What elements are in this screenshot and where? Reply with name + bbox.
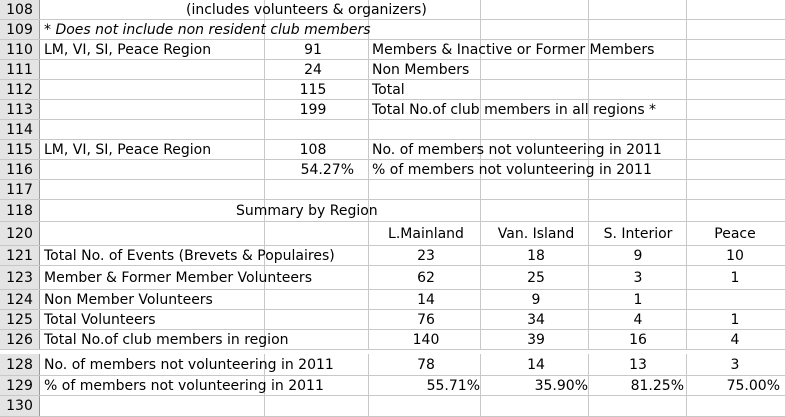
sheet-cell[interactable]: Total No.of club members in all regions * [372, 102, 657, 118]
sheet-cell[interactable]: L.Mainland [388, 226, 464, 242]
column-gridline [686, 222, 687, 245]
row-number[interactable]: 129 [0, 376, 40, 395]
column-gridline [686, 310, 687, 329]
column-gridline [588, 80, 589, 99]
column-gridline [686, 330, 687, 349]
sheet-cell[interactable]: 24 [304, 62, 322, 78]
column-gridline [686, 396, 687, 416]
column-gridline [480, 120, 481, 139]
sheet-row [0, 396, 785, 417]
sheet-cell[interactable]: 25 [527, 270, 545, 286]
column-gridline [588, 290, 589, 309]
sheet-row [0, 200, 785, 222]
column-gridline [588, 200, 589, 221]
sheet-row [0, 80, 785, 100]
sheet-cell[interactable]: 4 [730, 332, 740, 348]
column-gridline [588, 354, 589, 375]
column-gridline [368, 290, 369, 309]
column-gridline [588, 0, 589, 19]
column-gridline [368, 40, 369, 59]
row-number[interactable]: 114 [0, 120, 40, 139]
column-gridline [588, 376, 589, 395]
column-gridline [368, 80, 369, 99]
sheet-cell[interactable]: 76 [417, 312, 435, 328]
sheet-cell[interactable]: 115 [299, 82, 327, 98]
sheet-row [0, 354, 785, 376]
column-gridline [368, 354, 369, 375]
sheet-row [0, 180, 785, 200]
row-number[interactable]: 130 [0, 396, 40, 416]
sheet-cell[interactable]: Total No.of club members in region [44, 332, 289, 348]
column-gridline [686, 120, 687, 139]
row-number[interactable]: 123 [0, 266, 40, 289]
sheet-row [0, 160, 785, 180]
column-gridline [588, 20, 589, 39]
sheet-row [0, 20, 785, 40]
column-gridline [368, 140, 369, 159]
column-gridline [368, 60, 369, 79]
row-number[interactable]: 120 [0, 222, 40, 245]
sheet-cell[interactable]: No. of members not volunteering in 2011 [372, 142, 662, 158]
column-gridline [264, 222, 265, 245]
sheet-cell[interactable]: 16 [629, 332, 647, 348]
sheet-row [0, 266, 785, 290]
sheet-cell[interactable]: LM, VI, SI, Peace Region [44, 142, 212, 158]
sheet-cell[interactable]: 35.90% [534, 378, 588, 394]
sheet-cell[interactable]: 199 [299, 102, 327, 118]
sheet-cell[interactable]: Member & Former Member Volunteers [44, 270, 312, 286]
column-gridline [480, 266, 481, 289]
sheet-cell[interactable]: 1 [633, 292, 643, 308]
column-gridline [480, 330, 481, 349]
column-gridline [588, 120, 589, 139]
sheet-cell[interactable]: * Does not include non resident club members [44, 22, 371, 38]
row-number[interactable]: 125 [0, 310, 40, 329]
column-gridline [368, 330, 369, 349]
sheet-row [0, 310, 785, 330]
sheet-cell[interactable]: Summary by Region [236, 203, 378, 219]
sheet-cell[interactable]: Total No. of Events (Brevets & Populaires) [44, 248, 335, 264]
column-gridline [480, 354, 481, 375]
column-gridline [588, 266, 589, 289]
column-gridline [588, 222, 589, 245]
sheet-row [0, 0, 785, 20]
sheet-row [0, 246, 785, 266]
column-gridline [588, 310, 589, 329]
column-gridline [686, 180, 687, 199]
row-number[interactable]: 112 [0, 80, 40, 99]
row-number[interactable]: 108 [0, 0, 40, 19]
sheet-cell[interactable]: 75.00% [726, 378, 780, 394]
sheet-cell[interactable]: 1 [730, 312, 740, 328]
column-gridline [264, 40, 265, 59]
row-number[interactable]: 117 [0, 180, 40, 199]
sheet-cell[interactable]: Non Members [372, 62, 470, 78]
column-gridline [480, 200, 481, 221]
column-gridline [686, 60, 687, 79]
sheet-cell[interactable]: 13 [629, 357, 647, 373]
column-gridline [264, 60, 265, 79]
column-gridline [480, 376, 481, 395]
column-gridline [686, 0, 687, 19]
column-gridline [368, 120, 369, 139]
sheet-row [0, 376, 785, 396]
sheet-cell[interactable]: 3 [730, 357, 740, 373]
column-gridline [588, 60, 589, 79]
sheet-row [0, 140, 785, 160]
column-gridline [264, 160, 265, 179]
column-gridline [588, 396, 589, 416]
sheet-row [0, 120, 785, 140]
column-gridline [264, 140, 265, 159]
column-gridline [368, 160, 369, 179]
column-gridline [368, 376, 369, 395]
column-gridline [686, 266, 687, 289]
sheet-cell[interactable]: S. Interior [603, 226, 673, 242]
column-gridline [480, 222, 481, 245]
column-gridline [368, 396, 369, 416]
column-gridline [264, 80, 265, 99]
sheet-cell[interactable]: 39 [527, 332, 545, 348]
sheet-row [0, 330, 785, 350]
sheet-cell[interactable]: 81.25% [630, 378, 684, 394]
row-number[interactable]: 124 [0, 290, 40, 309]
sheet-row [0, 60, 785, 80]
column-gridline [588, 180, 589, 199]
column-gridline [686, 354, 687, 375]
sheet-cell[interactable]: 55.71% [426, 378, 480, 394]
sheet-row [0, 222, 785, 246]
sheet-cell[interactable]: Total Volunteers [44, 312, 156, 328]
row-number[interactable]: 111 [0, 60, 40, 79]
sheet-cell[interactable]: 10 [726, 248, 744, 264]
row-number[interactable]: 121 [0, 246, 40, 265]
sheet-cell[interactable]: No. of members not volunteering in 2011 [44, 357, 334, 373]
column-gridline [264, 180, 265, 199]
column-gridline [686, 20, 687, 39]
sheet-cell[interactable]: 9 [531, 292, 541, 308]
row-number[interactable]: 126 [0, 330, 40, 349]
sheet-cell[interactable]: 3 [633, 270, 643, 286]
column-gridline [368, 222, 369, 245]
sheet-cell[interactable]: 14 [417, 292, 435, 308]
row-number[interactable]: 128 [0, 354, 40, 375]
sheet-cell[interactable]: 54.27% [300, 162, 354, 178]
column-gridline [368, 100, 369, 119]
column-gridline [480, 180, 481, 199]
sheet-cell[interactable]: 140 [412, 332, 440, 348]
column-gridline [264, 120, 265, 139]
row-number[interactable]: 109 [0, 20, 40, 39]
column-gridline [368, 180, 369, 199]
sheet-cell[interactable]: 108 [299, 142, 327, 158]
column-gridline [368, 246, 369, 265]
sheet-cell[interactable]: 18 [527, 248, 545, 264]
column-gridline [588, 246, 589, 265]
sheet-cell[interactable]: Members & Inactive or Former Members [372, 42, 655, 58]
sheet-cell[interactable]: % of members not volunteering in 2011 [44, 378, 324, 394]
row-number[interactable]: 115 [0, 140, 40, 159]
column-gridline [480, 246, 481, 265]
sheet-cell[interactable]: 4 [633, 312, 643, 328]
row-number[interactable]: 110 [0, 40, 40, 59]
sheet-cell[interactable]: Total [372, 82, 405, 98]
sheet-cell[interactable]: 9 [633, 248, 643, 264]
sheet-row [0, 290, 785, 310]
sheet-cell[interactable]: (includes volunteers & organizers) [186, 2, 427, 18]
sheet-cell[interactable]: LM, VI, SI, Peace Region [44, 42, 212, 58]
sheet-row [0, 100, 785, 120]
column-gridline [686, 80, 687, 99]
column-gridline [368, 266, 369, 289]
row-number[interactable]: 113 [0, 100, 40, 119]
column-gridline [686, 290, 687, 309]
sheet-cell[interactable]: 1 [730, 270, 740, 286]
column-gridline [264, 396, 265, 416]
sheet-cell[interactable]: % of members not volunteering in 2011 [372, 162, 652, 178]
column-gridline [686, 200, 687, 221]
column-gridline [264, 100, 265, 119]
sheet-cell[interactable]: 78 [417, 357, 435, 373]
row-number[interactable]: 118 [0, 200, 40, 221]
sheet-cell[interactable]: 34 [527, 312, 545, 328]
sheet-cell[interactable]: 91 [304, 42, 322, 58]
sheet-cell[interactable]: Peace [714, 226, 756, 242]
column-gridline [480, 310, 481, 329]
column-gridline [686, 246, 687, 265]
sheet-cell[interactable]: Non Member Volunteers [44, 292, 213, 308]
sheet-row [0, 40, 785, 60]
column-gridline [480, 290, 481, 309]
column-gridline [480, 20, 481, 39]
row-number[interactable]: 116 [0, 160, 40, 179]
column-gridline [368, 310, 369, 329]
sheet-cell[interactable]: Van. Island [497, 226, 575, 242]
column-gridline [588, 330, 589, 349]
column-gridline [480, 396, 481, 416]
sheet-cell[interactable]: 62 [417, 270, 435, 286]
column-gridline [686, 376, 687, 395]
sheet-cell[interactable]: 23 [417, 248, 435, 264]
sheet-cell[interactable]: 14 [527, 357, 545, 373]
